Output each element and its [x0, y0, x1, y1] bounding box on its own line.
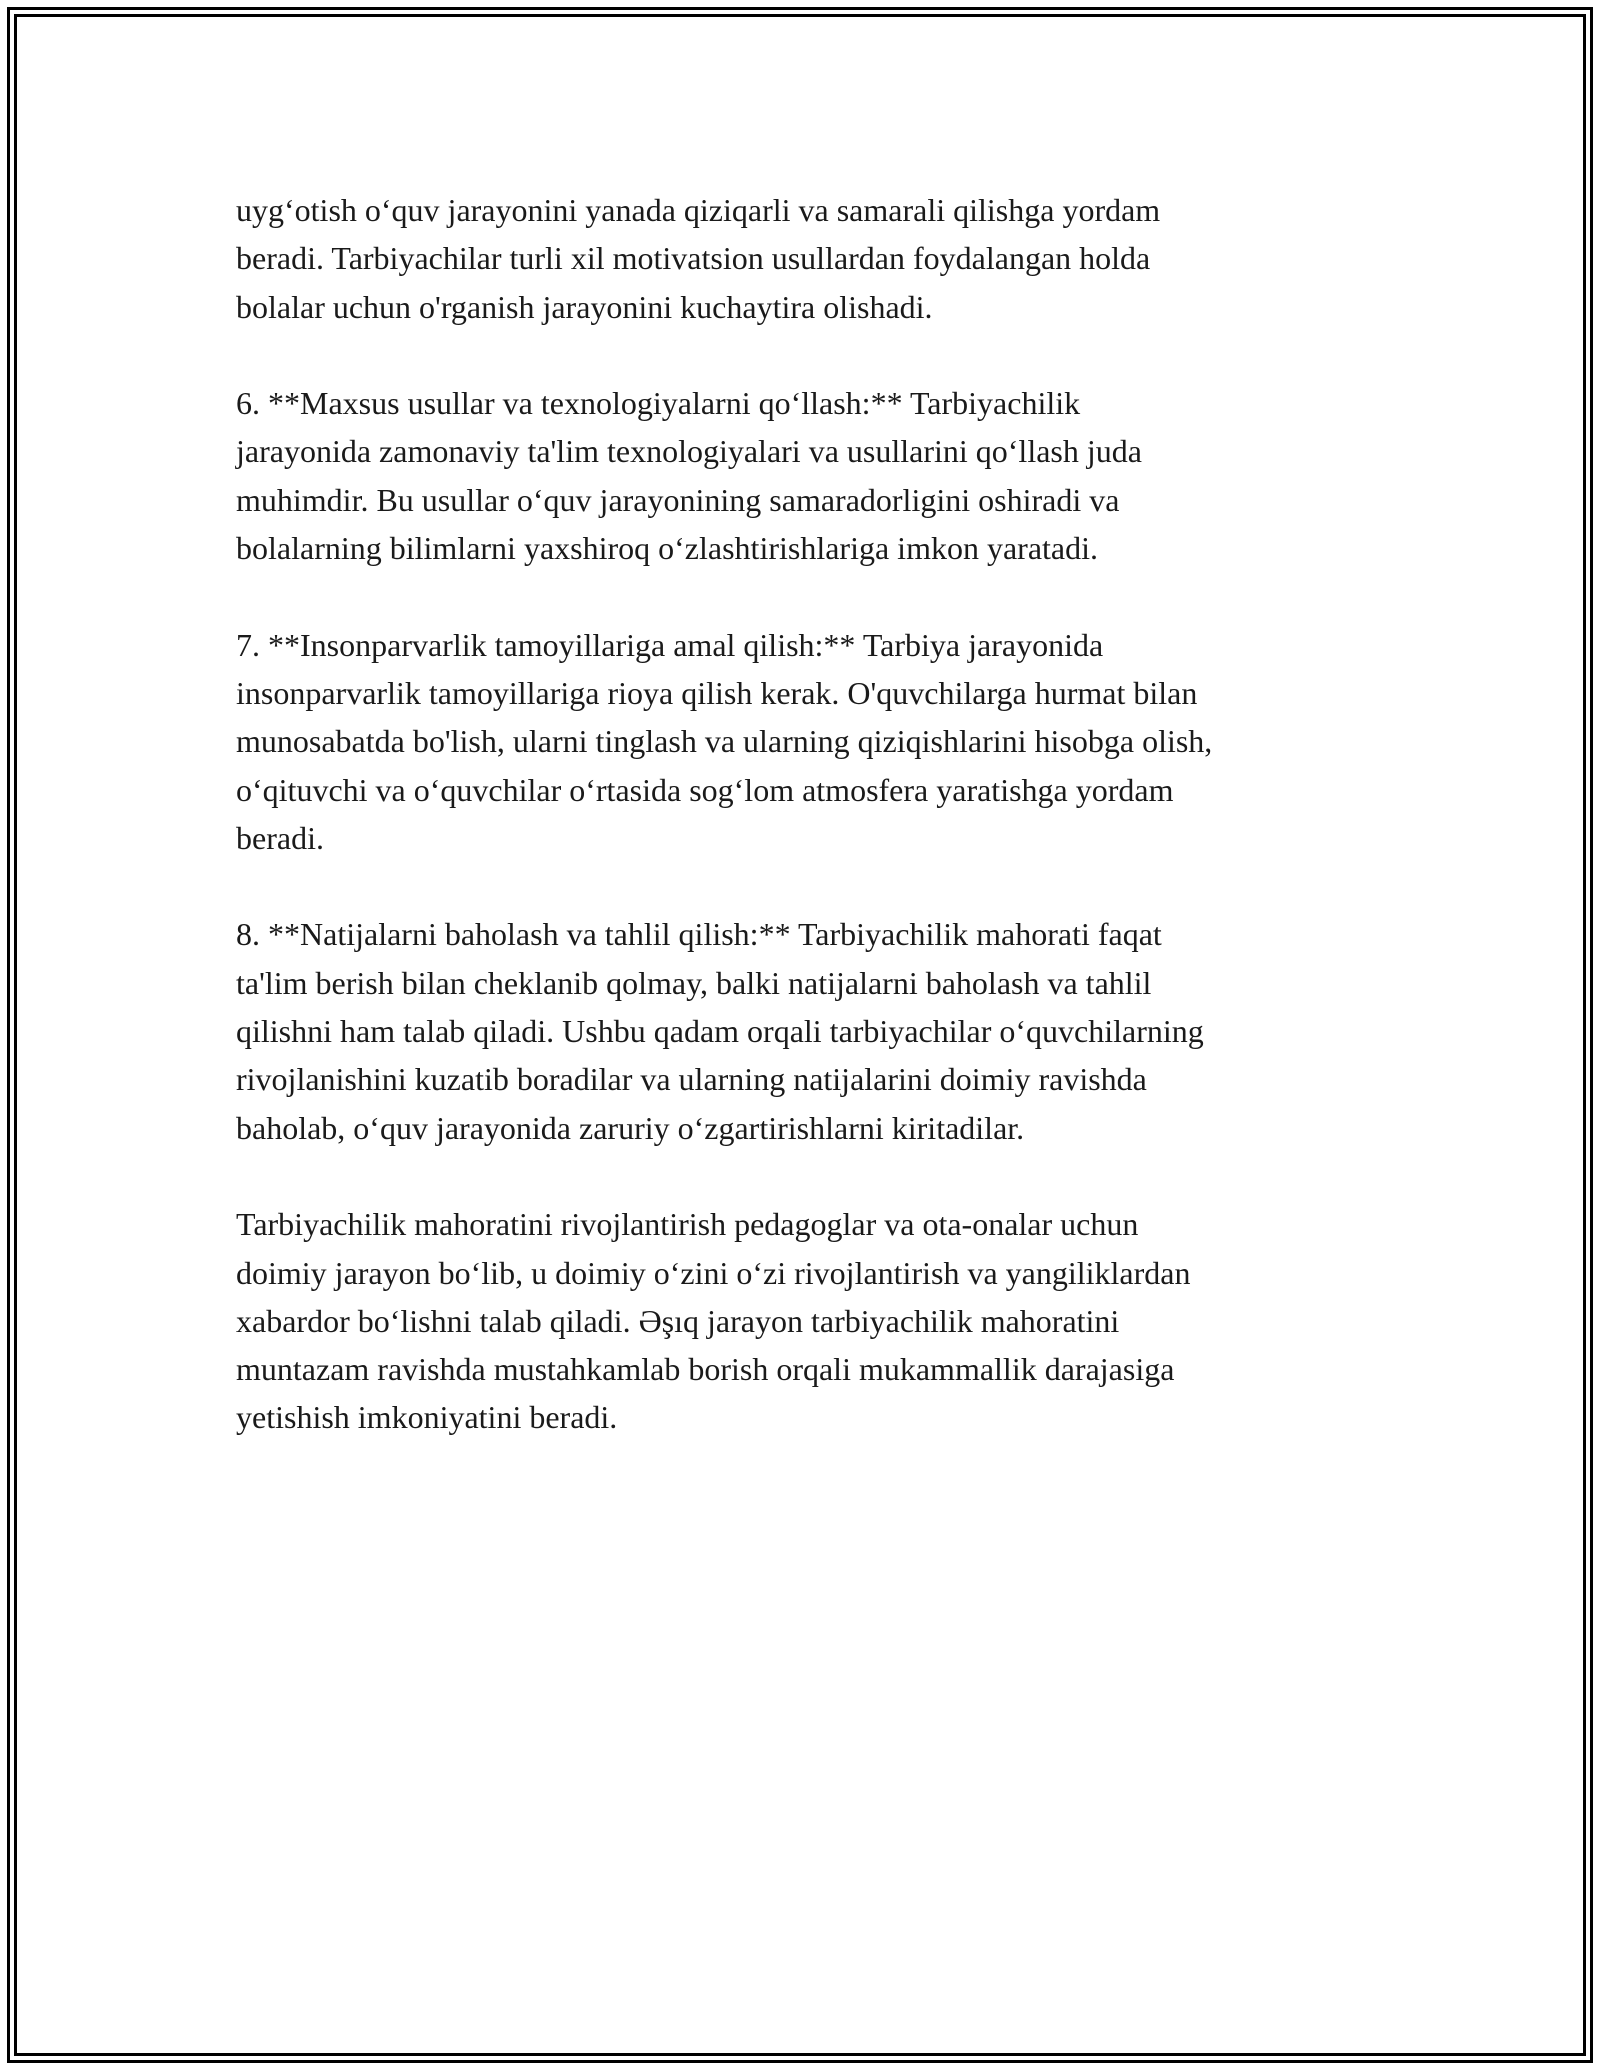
paragraph-conclusion: Tarbiyachilik mahoratini rivojlantirish pedagoglar va ota-onalar uchun doimiy jarayon bo‘lib, u doimiy o‘zini o‘zi rivojlantirish va yangiliklardan xabardor bo‘lishni talab qiladi. Əşıq jarayon tarbiyachilik mahoratini muntazam ravishda mustahkamlab borish orqali mukammallik darajasiga yetishish imkoniyatini beradi.	[236, 1206, 1191, 1436]
paragraph-motivation-continuation: uyg‘otish o‘quv jarayonini yanada qiziqarli va samarali qilishga yordam beradi. Tarbiyachilar turli xil motivatsion usullardan foydalangan holda bolalar uchun o'rganish jarayonini kuchaytira olishadi.	[236, 192, 1161, 325]
paragraph-item-8: 8. **Natijalarni baholash va tahlil qilish:** Tarbiyachilik mahorati faqat ta'lim berish bilan cheklanib qolmay, balki natijalarni baholash va tahlil qilishni ham talab qiladi. Ushbu qadam orqali tarbiyachilar o‘quvchilarning rivojlanishini kuzatib boradilar va ularning natijalarini doimiy ravishda baholab, o‘quv jarayonida zaruriy o‘zgartirishlarni kiritadilar.	[236, 916, 1204, 1146]
document-body	[236, 186, 1366, 1442]
paragraph-item-6: 6. **Maxsus usullar va texnologiyalarni qo‘llash:** Tarbiyachilik jarayonida zamonaviy ta'lim texnologiyalari va usullarini qo‘llash juda muhimdir. Bu usullar o‘quv jarayonining samaradorligini oshiradi va bolalarning bilimlarni yaxshiroq o‘zlashtirishlariga imkon yaratadi.	[236, 385, 1142, 567]
paragraph-item-7: 7. **Insonparvarlik tamoyillariga amal qilish:** Tarbiya jarayonida insonparvarlik tamoyillariga rioya qilish kerak. O'quvchilarga hurmat bilan munosabatda bo'lish, ularni tinglash va ularning qiziqishlarini hisobga olish, o‘qituvchi va o‘quvchilar o‘rtasida sog‘lom atmosfera yaratishga yordam beradi.	[236, 626, 1213, 856]
